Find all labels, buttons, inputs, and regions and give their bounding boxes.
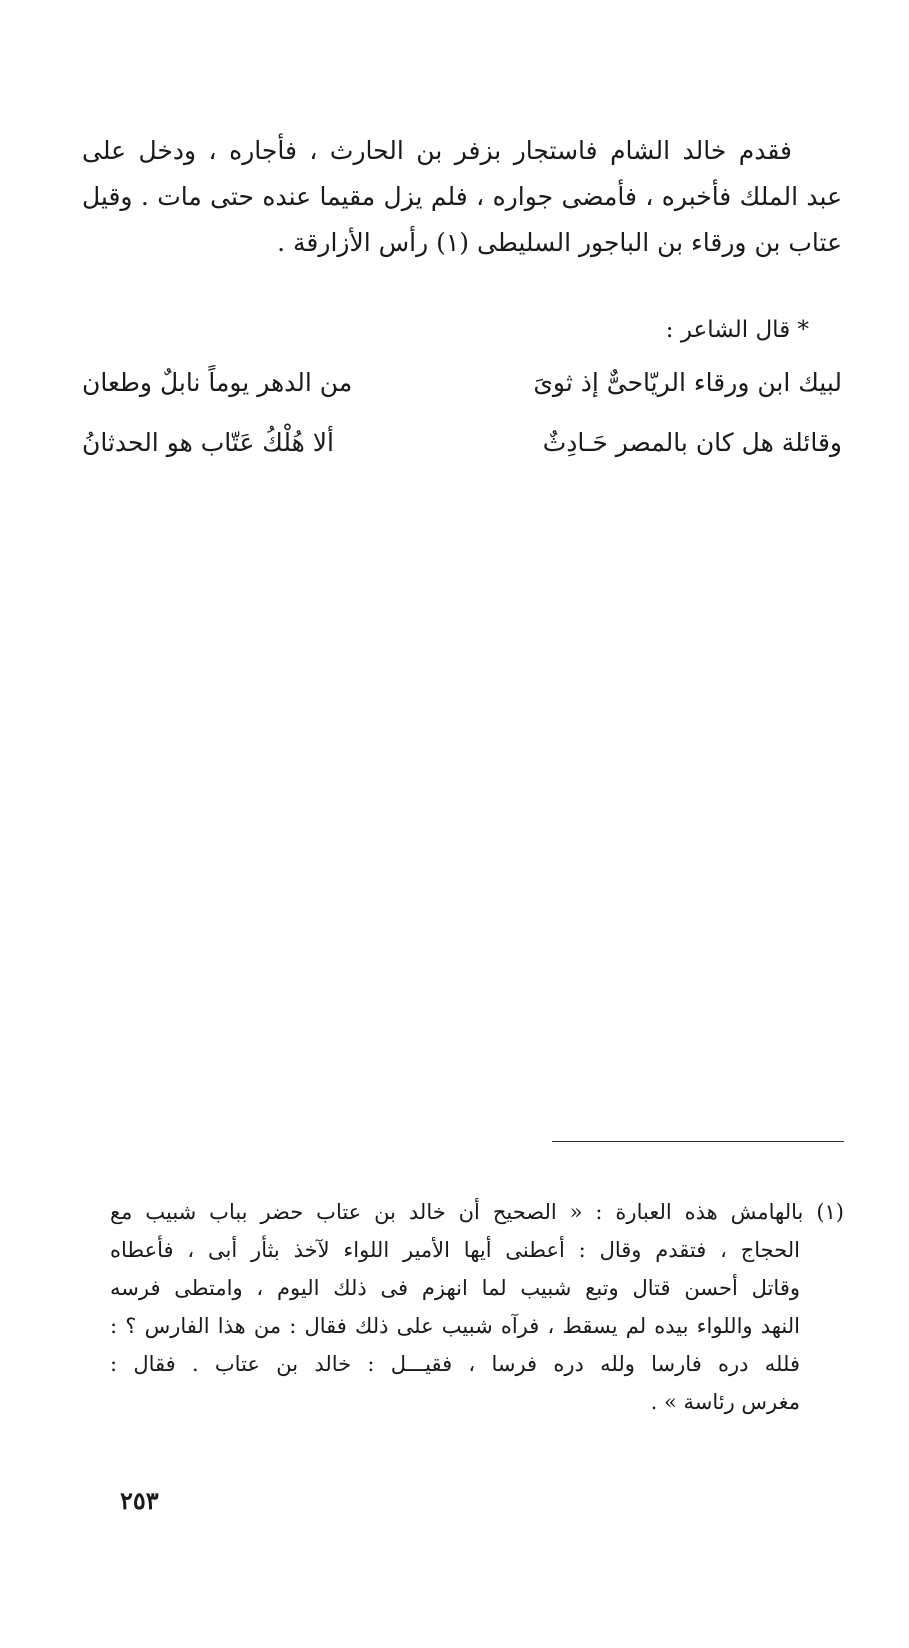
paragraph-line: عبد الملك فأخبره ، فأمضى جواره ، فلم يزل مقيما عنده حتى مات . وقيل — [82, 182, 842, 211]
verse-line — [82, 420, 842, 466]
footnote-line: النهد واللواء بيده لم يسقط ، فرآه شبيب على ذلك فقال : من هذا الفارس ؟ : — [110, 1314, 800, 1338]
paragraph-line: عتاب بن ورقاء بن الباجور السليطى (١) رأس الأزارقة . — [277, 228, 842, 257]
footnote-line: مغرس رئاسة » . — [650, 1390, 800, 1414]
verse-line — [82, 360, 842, 406]
main-paragraph — [82, 128, 842, 266]
footnote-divider — [552, 1141, 844, 1142]
footnote-line: الحجاج ، فتقدم وقال : أعطنى أيها الأمير اللواء لآخذ بثأر أبى ، فأعطاه — [110, 1238, 800, 1262]
footnotes — [110, 1193, 844, 1421]
verse-second-hemistich: ألا هُلْكُ عَتّاب هو الحدثانُ — [82, 428, 334, 457]
verse-first-hemistich: لبيك ابن ورقاء الريّاحىٌّ إذ ثوىَ — [533, 368, 842, 397]
verse-first-hemistich: وقائلة هل كان بالمصر حَـادِثٌ — [542, 428, 842, 457]
paragraph-line: فقدم خالد الشام فاستجار بزفر بن الحارث ، فأجاره ، ودخل على — [82, 136, 792, 165]
verse-second-hemistich: من الدهر يوماً نابلٌ وطعان — [82, 368, 353, 397]
footnote-line: (١) بالهامش هذه العبارة : « الصحيح أن خالد بن عتاب حضر بباب شبيب مع — [110, 1200, 844, 1224]
footnote-line: وقاتل أحسن قتال وتبع شبيب لما انهزم فى ذلك اليوم ، وامتطى فرسه — [110, 1276, 800, 1300]
footnote-line: فلله دره فارسا ولله دره فرسا ، فقيـــل : خالد بن عتاب . فقال : — [110, 1352, 800, 1376]
poet-intro: * قال الشاعر : — [665, 317, 809, 343]
page-number: ٢٥٣ — [120, 1486, 159, 1515]
